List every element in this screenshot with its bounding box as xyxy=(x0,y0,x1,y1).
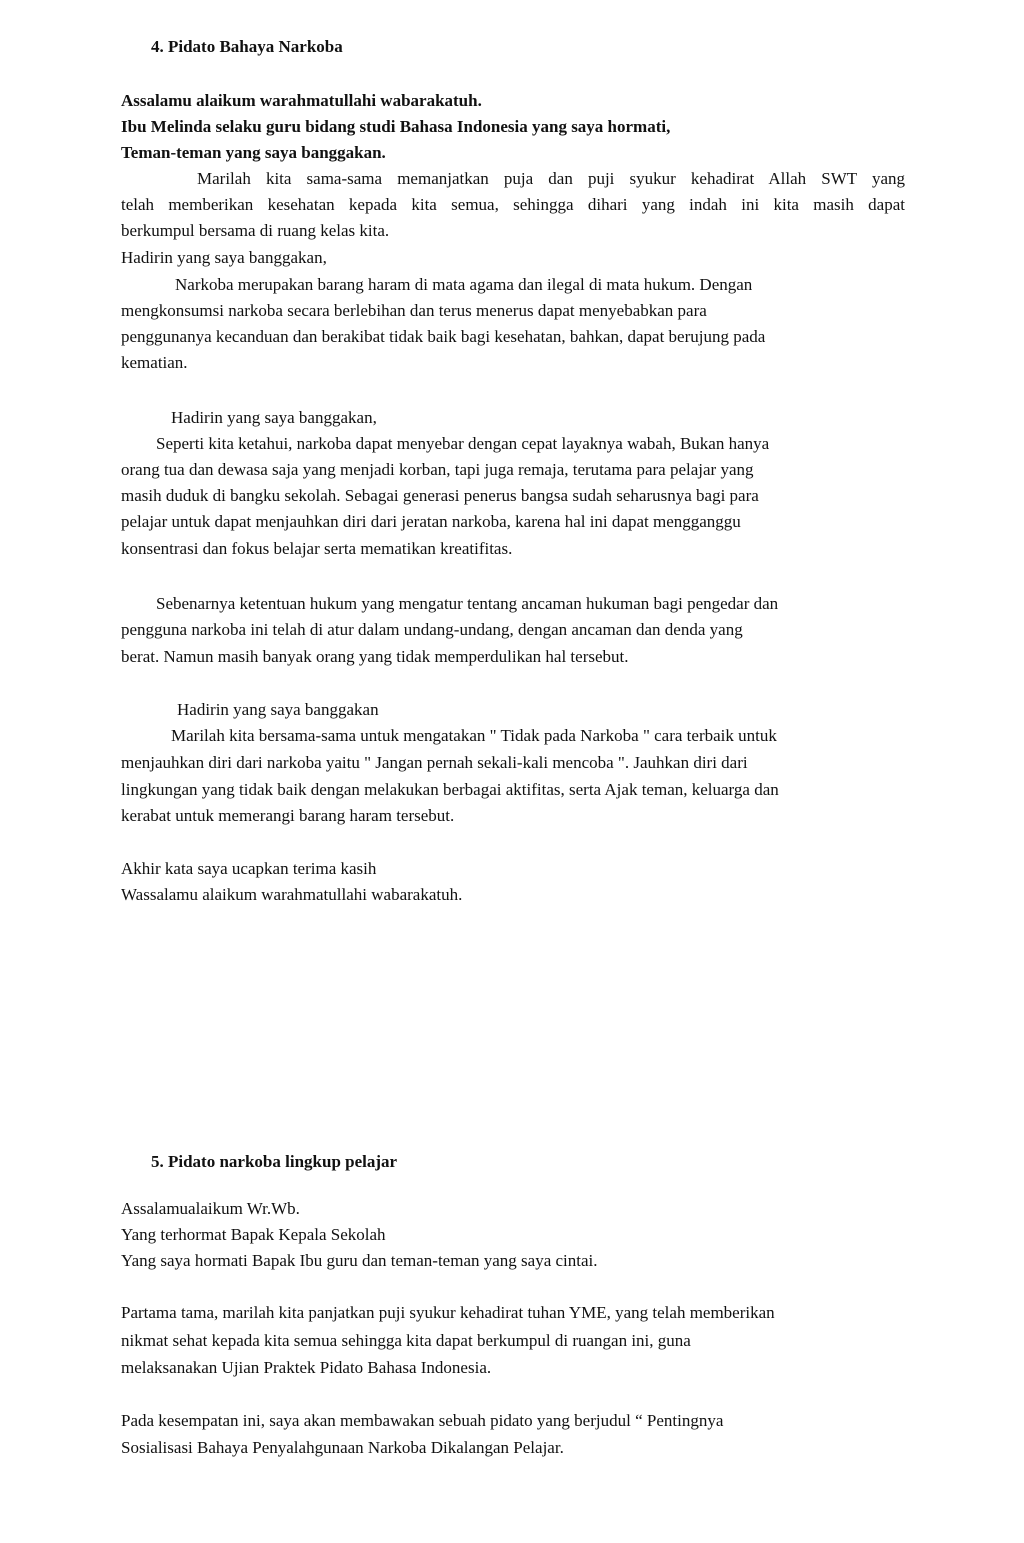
section-4-paragraph-2-line-2: mengkonsumsi narkoba secara berlebihan dan terus menerus dapat menyebabkan para xyxy=(121,301,707,320)
section-4-paragraph-3-line-4: pelajar untuk dapat menjauhkan diri dari jeratan narkoba, karena hal ini dapat mengganggu xyxy=(121,512,741,531)
section-4-paragraph-1-line-2: telah memberikan kesehatan kepada kita semua, sehingga dihari yang indah ini kita masih dapat xyxy=(121,195,905,214)
section-4-greeting-1: Assalamu alaikum warahmatullahi wabarakatuh. xyxy=(121,91,482,110)
section-4-paragraph-5-line-3: lingkungan yang tidak baik dengan melakukan berbagai aktifitas, serta Ajak teman, keluarga dan xyxy=(121,780,779,799)
section-4-paragraph-2-line-4: kematian. xyxy=(121,353,188,372)
section-4-address-3: Hadirin yang saya banggakan xyxy=(177,700,379,719)
section-4-paragraph-3-line-5: konsentrasi dan fokus belajar serta mematikan kreatifitas. xyxy=(121,539,513,558)
section-5-paragraph-2-line-2: Sosialisasi Bahaya Penyalahgunaan Narkoba Dikalangan Pelajar. xyxy=(121,1438,564,1457)
section-4-paragraph-4-line-1: Sebenarnya ketentuan hukum yang mengatur tentang ancaman hukuman bagi pengedar dan xyxy=(156,594,779,613)
section-4-paragraph-5-line-2: menjauhkan diri dari narkoba yaitu " Jangan pernah sekali-kali mencoba ". Jauhkan diri dari xyxy=(121,753,748,772)
section-4-paragraph-2-line-1: Narkoba merupakan barang haram di mata agama dan ilegal di mata hukum. Dengan xyxy=(175,275,753,294)
section-4-paragraph-4-line-3: berat. Namun masih banyak orang yang tidak memperdulikan hal tersebut. xyxy=(121,647,629,666)
section-5-paragraph-1-line-3: melaksanakan Ujian Praktek Pidato Bahasa Indonesia. xyxy=(121,1358,492,1377)
section-4-paragraph-5-line-1: Marilah kita bersama-sama untuk mengatakan " Tidak pada Narkoba " cara terbaik untuk xyxy=(171,726,777,745)
section-5-greeting-3: Yang saya hormati Bapak Ibu guru dan teman-teman yang saya cintai. xyxy=(121,1251,598,1270)
section-4-address-1: Hadirin yang saya banggakan, xyxy=(121,248,327,267)
section-5-paragraph-1-line-2: nikmat sehat kepada kita semua sehingga kita dapat berkumpul di ruangan ini, guna xyxy=(121,1331,691,1350)
section-4-paragraph-5-line-4: kerabat untuk memerangi barang haram tersebut. xyxy=(121,806,455,825)
section-4-paragraph-3-line-2: orang tua dan dewasa saja yang menjadi korban, tapi juga remaja, terutama para pelajar yang xyxy=(121,460,754,479)
section-4-paragraph-1-line-3: berkumpul bersama di ruang kelas kita. xyxy=(121,221,390,240)
section-4-closing-2: Wassalamu alaikum warahmatullahi wabarakatuh. xyxy=(121,885,463,904)
section-4-address-2: Hadirin yang saya banggakan, xyxy=(171,408,377,427)
section-4-paragraph-1-line-1: Marilah kita sama-sama memanjatkan puja dan puji syukur kehadirat Allah SWT yang xyxy=(197,169,905,188)
section-5-greeting-2: Yang terhormat Bapak Kepala Sekolah xyxy=(121,1225,386,1244)
section-4-heading: 4. Pidato Bahaya Narkoba xyxy=(151,37,343,56)
section-4-paragraph-2-line-3: penggunanya kecanduan dan berakibat tidak baik bagi kesehatan, bahkan, dapat berujung pada xyxy=(121,327,766,346)
section-4-greeting-3: Teman-teman yang saya banggakan. xyxy=(121,143,386,162)
section-5-greeting-1: Assalamualaikum Wr.Wb. xyxy=(121,1199,300,1218)
section-4-paragraph-3-line-3: masih duduk di bangku sekolah. Sebagai generasi penerus bangsa sudah seharusnya bagi para xyxy=(121,486,759,505)
section-5-paragraph-1-line-1: Partama tama, marilah kita panjatkan puji syukur kehadirat tuhan YME, yang telah memberikan xyxy=(121,1303,775,1322)
section-5-paragraph-2-line-1: Pada kesempatan ini, saya akan membawakan sebuah pidato yang berjudul “ Pentingnya xyxy=(121,1411,724,1430)
section-4-paragraph-3-line-1: Seperti kita ketahui, narkoba dapat menyebar dengan cepat layaknya wabah, Bukan hanya xyxy=(156,434,770,453)
section-5-heading: 5. Pidato narkoba lingkup pelajar xyxy=(151,1152,398,1171)
section-4-greeting-2: Ibu Melinda selaku guru bidang studi Bahasa Indonesia yang saya hormati, xyxy=(121,117,671,136)
section-4-closing-1: Akhir kata saya ucapkan terima kasih xyxy=(121,859,377,878)
section-4-paragraph-4-line-2: pengguna narkoba ini telah di atur dalam undang-undang, dengan ancaman dan denda yang xyxy=(121,620,743,639)
